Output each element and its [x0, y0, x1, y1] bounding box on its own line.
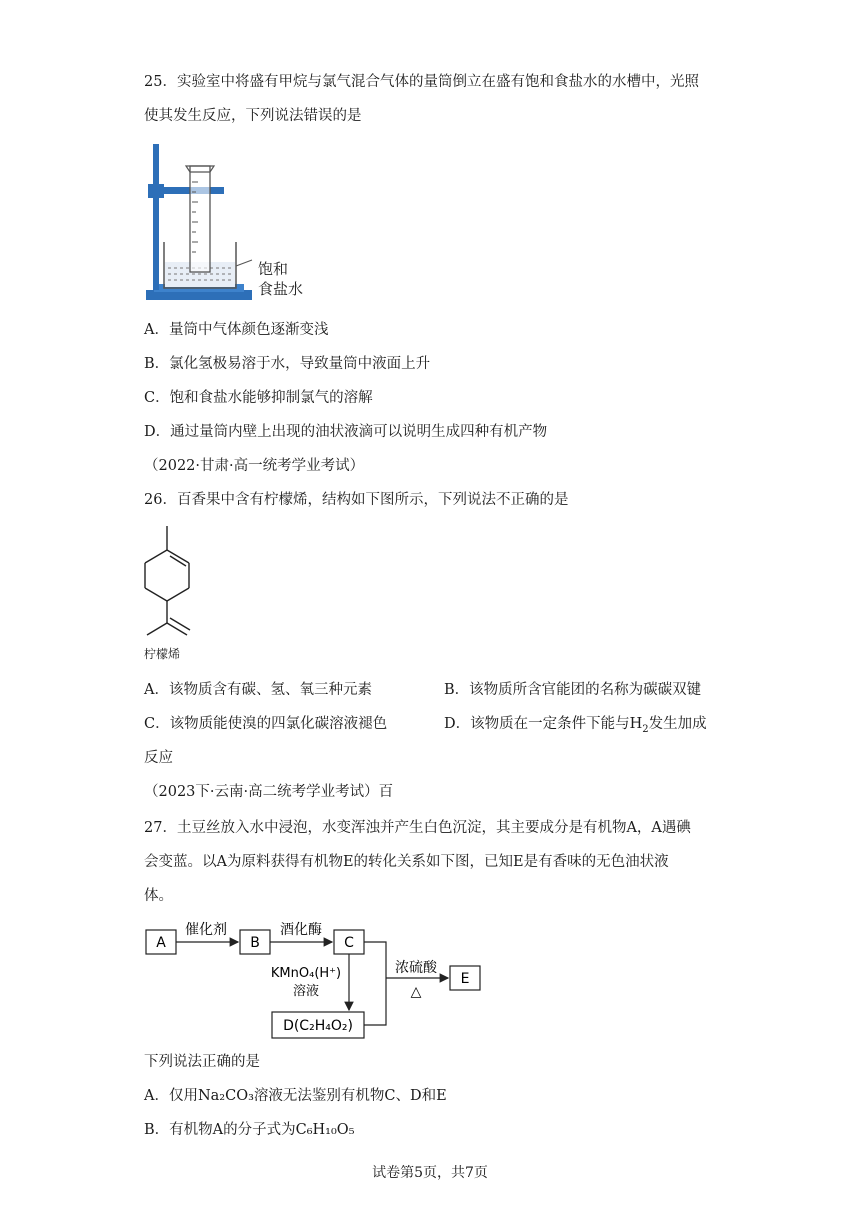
q26-stem: 26．百香果中含有柠檬烯，结构如下图所示，下列说法不正确的是	[144, 492, 569, 508]
q27-stem-line2: 会变蓝。以A为原料获得有机物E的转化关系如下图，已知E是有香味的无色油状液	[144, 854, 669, 870]
zymase-label: 酒化酶	[280, 922, 322, 938]
limonene-bonds	[145, 526, 190, 635]
heat-symbol: △	[410, 984, 422, 1000]
limonene-structure-figure	[142, 522, 202, 664]
q26-option-b: B．该物质所含官能团的名称为碳碳双键	[444, 682, 702, 698]
box-d-label: D(C₂H₄O₂)	[283, 1018, 353, 1034]
q26-option-a: A．该物质含有碳、氢、氧三种元素	[144, 682, 372, 698]
box-e-label: E	[460, 971, 470, 987]
q26-option-d-continued: 反应	[144, 750, 173, 766]
h2-formula: H	[629, 716, 643, 732]
limonene-caption: 柠檬烯	[144, 647, 181, 661]
stand-clamp	[148, 184, 164, 198]
catalyst-label: 催化剂	[185, 922, 227, 938]
conversion-scheme	[140, 916, 490, 1044]
q26-option-c: C．该物质能使溴的四氯化碳溶液褪色	[144, 716, 388, 732]
box-a-label: A	[156, 935, 166, 951]
lab-apparatus-figure	[140, 138, 320, 308]
q26-option-d	[444, 714, 707, 740]
q27-option-a: A．仅用Na₂CO₃溶液无法鉴别有机物C、D和E	[144, 1088, 447, 1104]
q26-option-d-pre: D．该物质在一定条件下能与	[444, 716, 630, 732]
box-c-label: C	[344, 935, 354, 951]
q25-option-d: D．通过量筒内壁上出现的油状液滴可以说明生成四种有机产物	[144, 424, 548, 440]
q25-option-c: C．饱和食盐水能够抑制氯气的溶解	[144, 390, 373, 406]
solution-label: 溶液	[292, 984, 320, 999]
figure-label-saltwater: 食盐水	[258, 280, 304, 298]
q25-option-a: A．量筒中气体颜色逐渐变浅	[144, 322, 329, 338]
source-note-26: （2022·甘肃·高一统考学业考试）	[144, 458, 365, 474]
h2-subscript: 2	[642, 723, 649, 735]
kmno4-label: KMnO₄(H⁺)	[270, 966, 342, 981]
q25-stem-line2: 使其发生反应，下列说法错误的是	[144, 108, 362, 124]
conc-sulfuric-acid-label: 浓硫酸	[395, 960, 437, 976]
q25-stem-line1: 25．实验室中将盛有甲烷与氯气混合气体的量筒倒立在盛有饱和食盐水的水槽中，光照	[144, 74, 699, 90]
stand-rod	[153, 144, 159, 290]
box-b-label: B	[250, 935, 260, 951]
page-footer: 试卷第5页，共7页	[372, 1165, 488, 1181]
q25-option-b: B．氯化氢极易溶于水，导致量筒中液面上升	[144, 356, 431, 372]
merge-bracket	[364, 942, 386, 1025]
figure-label-saturated: 饱和	[258, 260, 289, 278]
q27-question: 下列说法正确的是	[144, 1054, 260, 1070]
label-pointer	[236, 260, 252, 266]
q27-stem-line1: 27．土豆丝放入水中浸泡，水变浑浊并产生白色沉淀，其主要成分是有机物A，A遇碘	[144, 820, 691, 836]
q27-option-b: B．有机物A的分子式为C₆H₁₀O₅	[144, 1122, 355, 1138]
source-note-27: （2023下·云南·高二统考学业考试）百	[144, 784, 394, 800]
q27-stem-line3: 体。	[144, 888, 173, 904]
q26-option-d-post: 发生加成	[648, 716, 707, 732]
